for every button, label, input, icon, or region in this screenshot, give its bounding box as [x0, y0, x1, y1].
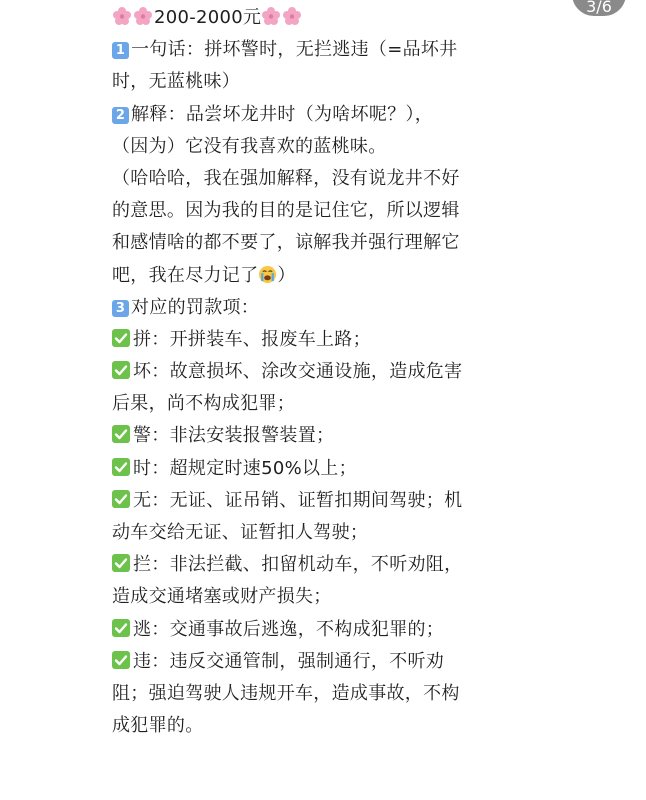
summary-line [112, 34, 492, 66]
check-mark-icon [112, 425, 130, 443]
summary-line-cont [112, 66, 492, 98]
explanation-text: 解释：品尝坏龙井时（为啥坏呢？）， [131, 103, 434, 125]
check-mark-icon [112, 361, 130, 379]
penalty-item-text: 拦：非法拦截、扣留机动车，不听劝阻， [133, 554, 463, 576]
penalty-item [112, 614, 492, 646]
explanation-line [112, 99, 492, 131]
explanation-line-6 [112, 260, 492, 292]
penalty-heading-text: 对应的罚款项： [131, 296, 260, 318]
penalty-item [112, 453, 492, 485]
summary-text-cont: 时，无蓝桃味） [112, 71, 241, 93]
keycap-two-icon: 2 [112, 107, 129, 124]
check-mark-icon [112, 619, 130, 637]
check-mark-icon [112, 651, 130, 669]
penalty-item-text-cont: 动车交给无证、证暂扣人驾驶； [112, 522, 369, 543]
price-range-text: 200-2000元 [154, 7, 262, 28]
penalty-item-text: 逃：交通事故后逃逸，不构成犯罪的； [133, 618, 445, 640]
penalty-item-cont [112, 388, 492, 420]
explanation-text-6: 吧，我在尽力记了 [112, 264, 259, 286]
penalty-item-text-cont: 后果，尚不构成犯罪； [112, 393, 295, 415]
penalty-item-text-cont: 成犯罪的。 [112, 715, 204, 737]
penalty-item-text: 坏：故意损坏、涂改交通设施，造成危害 [133, 361, 463, 383]
penalty-item-cont [112, 710, 492, 742]
penalty-item-cont [112, 517, 492, 549]
penalty-item-cont [112, 581, 492, 613]
penalty-item-text-cont: 阻；强迫驾驶人违规开车，造成事故，不构 [112, 682, 460, 704]
explanation-text-4: 的意思。因为我的目的是记住它，所以逻辑 [112, 200, 460, 222]
keycap-three-icon: 3 [112, 300, 129, 317]
cherry-blossom-icon [282, 7, 303, 28]
check-mark-icon [112, 458, 130, 476]
penalty-item [112, 324, 492, 356]
penalty-item-text: 拼：开拼装车、报废车上路； [133, 328, 371, 350]
explanation-text-3: （哈哈哈，我在强加解释，没有说龙井不好 [112, 167, 460, 189]
penalty-item-text: 时：超规定时速50%以上； [133, 457, 357, 479]
cherry-blossom-icon [112, 7, 133, 28]
explanation-line-2 [112, 131, 492, 163]
check-mark-icon [112, 490, 130, 508]
check-mark-icon [112, 554, 130, 572]
keycap-one-icon: 1 [112, 42, 129, 59]
penalty-item [112, 549, 492, 581]
price-range-line [112, 2, 492, 34]
cherry-blossom-icon [133, 7, 154, 28]
penalty-item [112, 420, 492, 452]
summary-text: 一句话：拼坏警时，无拦逃违（=品坏井 [131, 39, 458, 61]
explanation-text-5: 和感情啥的都不要了，谅解我并强行理解它 [112, 232, 460, 254]
penalty-item-text: 无：无证、证吊销、证暂扣期间驾驶；机 [133, 489, 463, 511]
penalty-item [112, 356, 492, 388]
check-mark-icon [112, 329, 130, 347]
penalty-item-text: 警：非法安装报警装置； [133, 425, 335, 447]
penalty-item [112, 485, 492, 517]
penalty-item-cont [112, 678, 492, 710]
note-content [112, 0, 492, 742]
explanation-line-5 [112, 227, 492, 259]
page-indicator: 3/6 [572, 0, 626, 16]
explanation-text-6-end: ） [277, 264, 296, 286]
explanation-line-4 [112, 195, 492, 227]
penalty-item [112, 646, 492, 678]
penalty-heading [112, 292, 492, 324]
cherry-blossom-icon [261, 7, 282, 28]
explanation-line-3 [112, 163, 492, 195]
penalty-item-text: 违：违反交通管制，强制通行，不听劝 [133, 650, 445, 672]
penalty-item-text-cont: 造成交通堵塞或财产损失； [112, 586, 332, 608]
explanation-text-2: （因为）它没有我喜欢的蓝桃味。 [112, 135, 387, 157]
loudly-crying-face-icon [258, 265, 277, 286]
